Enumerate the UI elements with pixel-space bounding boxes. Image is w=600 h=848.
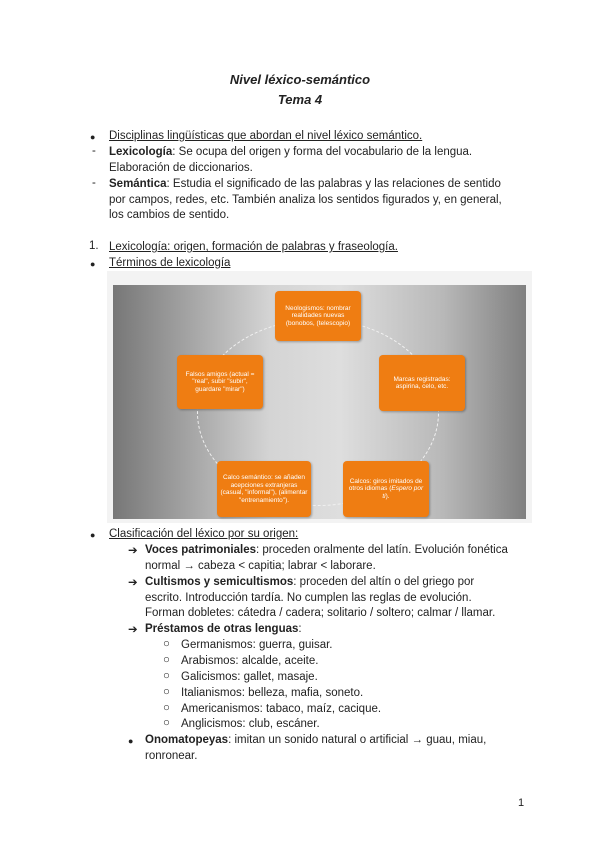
circle-bullet: ○ bbox=[163, 686, 170, 698]
cultismos-text-cont: escrito. Introducción tardía. No cumplen las reglas de evolución. bbox=[145, 592, 472, 604]
arrow-marker: ➔ bbox=[128, 624, 138, 636]
node-calco-semantico: Calco semántico: se añaden acepciones extranjeras (casual, "informal"), (alimentar "entrenamiento"). bbox=[217, 461, 311, 517]
calcos-example: Espero por ti bbox=[382, 485, 424, 500]
loan-italianismos: Italianismos: belleza, mafia, soneto. bbox=[181, 687, 364, 699]
lexicologia-text-cont: Elaboración de diccionarios. bbox=[109, 162, 253, 174]
circle-bullet: ○ bbox=[163, 702, 170, 714]
node-marcas-registradas: Marcas registradas: aspirina, celo, etc. bbox=[379, 355, 465, 411]
lexicology-cycle-diagram bbox=[107, 271, 532, 523]
loan-germanismos: Germanismos: guerra, guisar. bbox=[181, 639, 333, 651]
prestamos bbox=[145, 622, 302, 637]
section-heading-disciplinas: Disciplinas lingüísticas que abordan el nivel léxico semántico. bbox=[109, 130, 423, 142]
bullet: ● bbox=[90, 132, 96, 142]
semantica-text-cont2: los cambios de sentido. bbox=[109, 209, 230, 221]
loan-galicismos: Galicismos: gallet, masaje. bbox=[181, 671, 318, 683]
circle-bullet: ○ bbox=[163, 638, 170, 650]
arrow-marker: ➔ bbox=[128, 577, 138, 589]
loan-anglicismos: Anglicismos: club, escáner. bbox=[181, 718, 320, 730]
onomatopeyas-text: : imitan un sonido natural o artificial → guau, miau, bbox=[228, 734, 487, 746]
prestamos-colon: : bbox=[298, 623, 302, 635]
arrow-marker: ➔ bbox=[128, 545, 138, 557]
semantica-text: : Estudia el significado de las palabras y las relaciones de sentido bbox=[166, 178, 501, 190]
lexicologia-text: : Se ocupa del origen y forma del vocabulario de la lengua. bbox=[172, 146, 473, 158]
term-prestamos: Préstamos de otras lenguas bbox=[145, 623, 299, 635]
onomatopeyas bbox=[145, 733, 486, 748]
onomatopeyas-text-cont: ronronear. bbox=[145, 750, 198, 762]
subheading-terminos: Términos de lexicología bbox=[109, 257, 231, 269]
cultismos-text: : proceden del altín o del griego por bbox=[293, 576, 475, 588]
section-heading-lexicologia: Lexicología: origen, formación de palabras y fraseología. bbox=[109, 241, 398, 253]
page-number: 1 bbox=[518, 797, 525, 809]
semantica-text-cont: por campos, redes, etc. También analiza los sentidos figurados y, en general, bbox=[109, 194, 502, 206]
term-voces-patrimoniales: Voces patrimoniales bbox=[145, 544, 256, 556]
voces-text: : proceden oralmente del latín. Evolución fonética bbox=[256, 544, 508, 556]
bullet: ● bbox=[128, 736, 134, 746]
circle-bullet: ○ bbox=[163, 654, 170, 666]
bullet: ● bbox=[90, 259, 96, 269]
node-neologismos: Neologismos: nombrar realidades nuevas (bonobos, (telescopio) bbox=[275, 291, 361, 341]
bullet: ● bbox=[90, 530, 96, 540]
loan-americanismos: Americanismos: tabaco, maíz, cacique. bbox=[181, 703, 382, 715]
circle-bullet: ○ bbox=[163, 670, 170, 682]
term-semantica: Semántica bbox=[109, 178, 167, 190]
loan-arabismos: Arabismos: alcalde, aceite. bbox=[181, 655, 319, 667]
term-lexicologia: Lexicología bbox=[109, 146, 173, 158]
node-calcos bbox=[343, 461, 429, 517]
voces-patrimoniales bbox=[145, 543, 508, 558]
diagram-background bbox=[113, 285, 526, 519]
term-onomatopeyas: Onomatopeyas bbox=[145, 734, 229, 746]
node-falsos-amigos: Falsos amigos (actual = "real", subir "subir", guardare "mirar") bbox=[177, 355, 263, 409]
term-cultismos: Cultismos y semicultismos bbox=[145, 576, 294, 588]
voces-text-cont: normal → cabeza < capitia; labrar < laborare. bbox=[145, 560, 376, 572]
page-subtitle: Tema 4 bbox=[277, 92, 323, 107]
calcos-text-end: ). bbox=[385, 492, 390, 500]
dash-marker: - bbox=[92, 177, 96, 189]
circle-bullet: ○ bbox=[163, 717, 170, 729]
page-title: Nivel léxico-semántico bbox=[229, 72, 371, 87]
section-heading-clasificacion: Clasificación del léxico por su origen: bbox=[109, 528, 299, 540]
semantica-definition bbox=[109, 177, 501, 192]
list-number: 1. bbox=[89, 240, 99, 252]
cultismos-text-cont2: Forman dobletes: cátedra / cadera; solitario / soltero; calmar / llamar. bbox=[145, 607, 496, 619]
lexicologia-definition bbox=[109, 145, 472, 160]
cultismos bbox=[145, 575, 474, 590]
calcos-text: Calcos: giros imitados de otros idiomas ( bbox=[348, 477, 423, 493]
dash-marker: - bbox=[92, 145, 96, 157]
